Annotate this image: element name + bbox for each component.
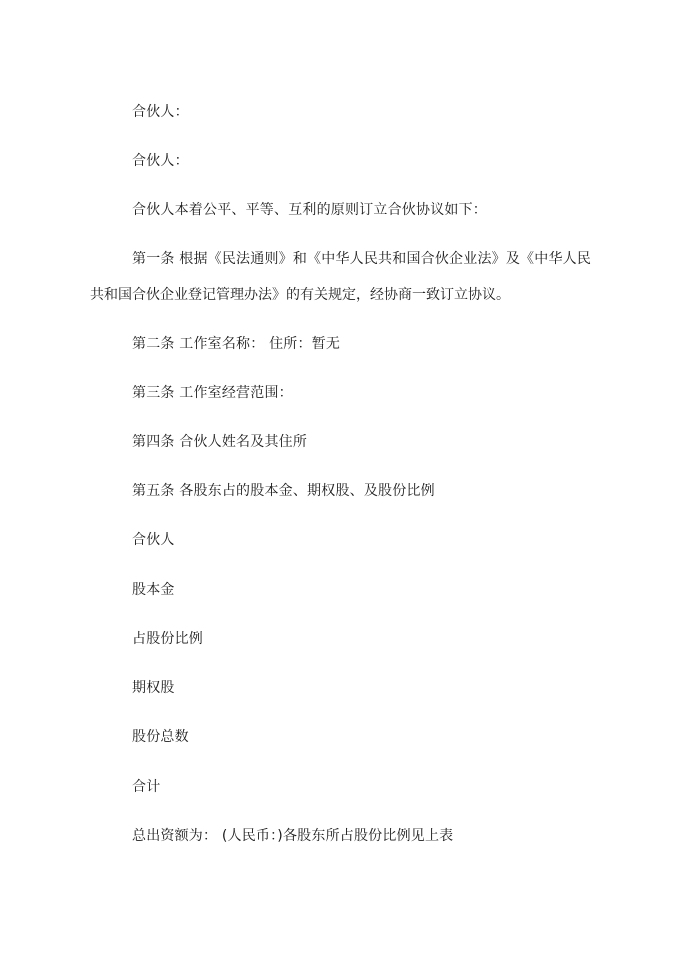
table-header-capital: 股本金 xyxy=(132,582,175,598)
article-5: 第五条 各股东占的股本金、期权股、及股份比例 xyxy=(132,483,435,499)
table-header-partner: 合伙人 xyxy=(132,532,175,548)
table-total: 合计 xyxy=(132,779,161,795)
article-1-line-2: 共和国合伙企业登记管理办法》的有关规定，经协商一致订立协议。 xyxy=(90,287,510,303)
partner-line-2: 合伙人： xyxy=(132,153,189,169)
table-header-option-shares: 期权股 xyxy=(132,680,175,696)
partner-line-1: 合伙人： xyxy=(132,104,189,120)
article-3: 第三条 工作室经营范围： xyxy=(132,385,293,401)
total-investment: 总出资额为： (人民币：)各股东所占股份比例见上表 xyxy=(132,828,454,844)
article-1-line-1: 第一条 根据《民法通则》和《中华人民共和国合伙企业法》及《中华人民 xyxy=(132,251,592,267)
table-header-total-shares: 股份总数 xyxy=(132,729,189,745)
article-2: 第二条 工作室名称： 住所：暂无 xyxy=(132,336,341,352)
table-header-share-ratio: 占股份比例 xyxy=(132,631,203,647)
agreement-intro: 合伙人本着公平、平等、互利的原则订立合伙协议如下： xyxy=(132,202,487,218)
article-4: 第四条 合伙人姓名及其住所 xyxy=(132,434,308,450)
